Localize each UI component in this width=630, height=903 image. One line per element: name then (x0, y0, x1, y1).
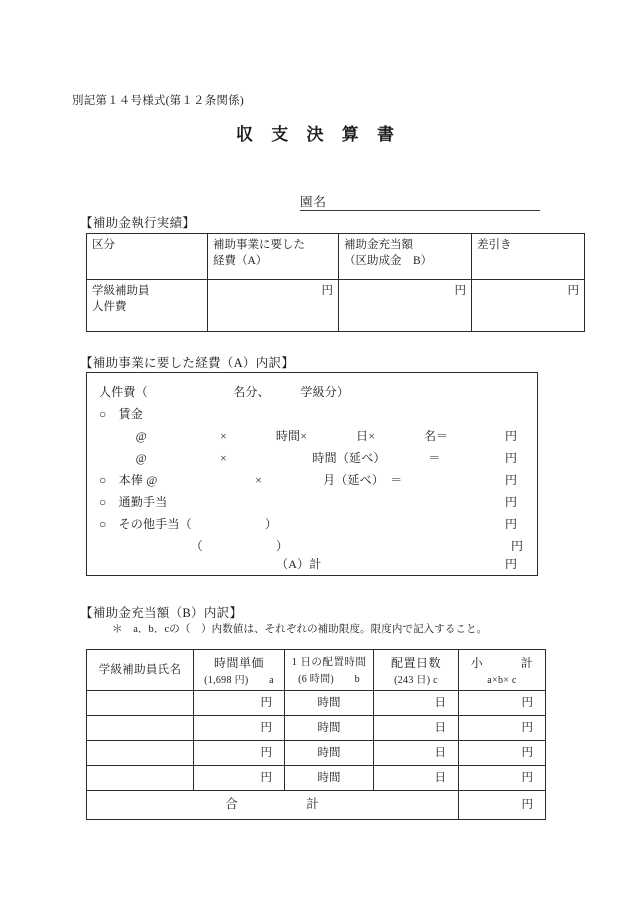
breakdown-line-wage-formula-2: @ × 時間（延べ） ＝ (99, 451, 441, 465)
breakdown-yen-other-allowance-1: 円 (504, 517, 517, 531)
header-line2: a×b× c (487, 674, 517, 686)
cell-assistant-name[interactable] (87, 766, 194, 791)
section-heading-alloc: 【補助金充当額（B）内訳】 (80, 606, 243, 620)
subsidy-allocation-table (86, 649, 546, 820)
header-cell-placement-days (374, 650, 459, 691)
header-line1: 時間単価 (213, 655, 264, 670)
cell-category-name (87, 280, 208, 332)
header-cell-expense (208, 234, 339, 280)
breakdown-line-staff-cost: 人件費（ 名分、 学級分） (99, 385, 350, 399)
breakdown-line-total-a: （A）計 (99, 557, 322, 571)
breakdown-yen-base-salary: 円 (504, 473, 517, 487)
cell-daily-hours[interactable]: 時間 (285, 766, 374, 791)
school-name-label: 園名 (300, 195, 328, 209)
cell-subtotal[interactable]: 円 (459, 716, 546, 741)
table-row (87, 741, 546, 766)
section-heading-exec: 【補助金執行実績】 (80, 216, 196, 230)
table-row (87, 716, 546, 741)
breakdown-yen-wage-formula-1: 円 (504, 429, 517, 443)
header-cell-subtotal (459, 650, 546, 691)
breakdown-line-other-allowance-1: ○ その他手当（ ） (99, 517, 278, 531)
cell-daily-hours[interactable]: 時間 (285, 691, 374, 716)
execution-results-table (86, 233, 585, 332)
table-header-row (87, 234, 585, 280)
cell-placement-days[interactable]: 日 (374, 766, 459, 791)
page-title: 収 支 決 算 書 (236, 125, 401, 144)
table-row (87, 691, 546, 716)
header-line2: 経費（A） (213, 255, 268, 268)
header-line2: (243 日) c (394, 674, 438, 686)
breakdown-yen-total-a: 円 (504, 557, 517, 571)
cell-expense-amount[interactable]: 円 (208, 280, 339, 332)
header-line1: 1 日の配置時間 (291, 656, 367, 668)
total-value[interactable]: 円 (459, 791, 546, 820)
header-line2: (6 時間) b (298, 673, 360, 685)
cell-assistant-name[interactable] (87, 741, 194, 766)
cell-hourly-rate[interactable]: 円 (194, 741, 285, 766)
cell-daily-hours[interactable]: 時間 (285, 741, 374, 766)
category-line1: 学級補助員 (92, 285, 150, 297)
school-name-field[interactable] (300, 192, 540, 211)
breakdown-yen-other-allowance-2: 円 (510, 539, 523, 553)
header-cell-category (87, 234, 208, 280)
cell-subtotal[interactable]: 円 (459, 766, 546, 791)
cell-assistant-name[interactable] (87, 691, 194, 716)
table-header-row (87, 650, 546, 691)
header-line1: 区分 (92, 239, 115, 251)
breakdown-line-wage-formula-1: @ × 時間× 日× 名＝ (99, 429, 449, 443)
category-line2: 人件費 (92, 301, 127, 314)
cell-hourly-rate[interactable]: 円 (194, 691, 285, 716)
header-line1: 小 計 (470, 655, 534, 670)
cell-subtotal[interactable]: 円 (459, 741, 546, 766)
cell-placement-days[interactable]: 日 (374, 691, 459, 716)
section-heading-breakdown: 【補助事業に要した経費（A）内訳】 (80, 356, 295, 370)
header-line1: 補助事業に要した (213, 239, 305, 251)
cell-assistant-name[interactable] (87, 716, 194, 741)
header-line1: 差引き (477, 239, 512, 251)
breakdown-yen-commute-allowance: 円 (504, 495, 517, 509)
cell-placement-days[interactable]: 日 (374, 716, 459, 741)
header-line2: (1,698 円) a (204, 674, 274, 686)
header-cell-daily-hours (285, 650, 374, 691)
header-line1: 補助金充当額 (344, 239, 413, 251)
header-line1: 配置日数 (390, 655, 441, 670)
cell-subtotal[interactable]: 円 (459, 691, 546, 716)
table-row (87, 766, 546, 791)
header-cell-subsidy (339, 234, 472, 280)
expense-breakdown-box (86, 372, 538, 576)
cell-subsidy-amount[interactable]: 円 (339, 280, 472, 332)
cell-hourly-rate[interactable]: 円 (194, 716, 285, 741)
breakdown-line-other-allowance-2: （ ） (99, 539, 289, 553)
header-cell-difference (472, 234, 585, 280)
total-label: 合 計 (87, 791, 459, 820)
cell-hourly-rate[interactable]: 円 (194, 766, 285, 791)
header-line2: （区助成金 B） (344, 255, 433, 268)
cell-placement-days[interactable]: 日 (374, 741, 459, 766)
cell-difference-amount[interactable]: 円 (472, 280, 585, 332)
breakdown-yen-wage-formula-2: 円 (504, 451, 517, 465)
breakdown-line-base-salary: ○ 本俸 @ × 月（延べ） ＝ (99, 473, 403, 487)
alloc-note: ＊ a．b．cの（ ）内数値は、それぞれの補助限度。限度内で記入すること。 (112, 624, 488, 635)
form-number: 別記第１４号様式(第１２条関係) (72, 95, 244, 107)
cell-daily-hours[interactable]: 時間 (285, 716, 374, 741)
breakdown-line-wage-heading: ○ 賃金 (99, 407, 144, 421)
breakdown-line-commute-allowance: ○ 通勤手当 (99, 495, 168, 509)
table-row (87, 280, 585, 332)
table-total-row (87, 791, 546, 820)
header-cell-hourly-rate (194, 650, 285, 691)
header-cell-assistant-name: 学級補助員氏名 (87, 650, 194, 691)
